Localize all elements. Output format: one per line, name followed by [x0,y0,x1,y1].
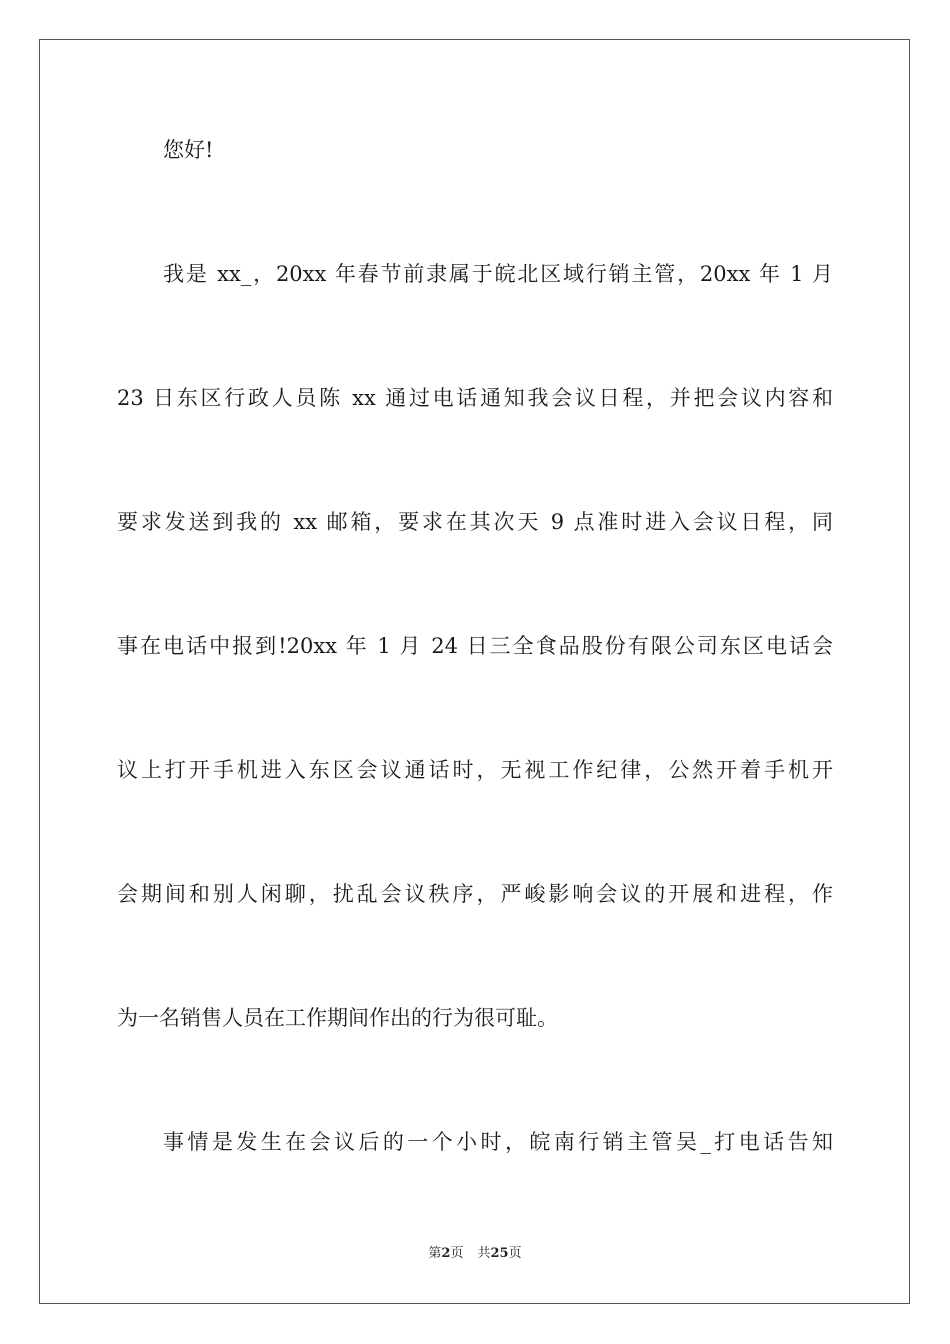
page-footer [0,1246,950,1262]
page-unit: 页 [450,1246,464,1261]
paragraph-1-line-7: 为一名销售人员在工作期间作出的行为很可耻。 [117,1006,558,1030]
paragraph-1-line-6: 会期间和别人闲聊，扰乱会议秩序，严峻影响会议的开展和进程，作 [117,882,833,906]
total-pages: 25 [490,1246,509,1261]
paragraph-1-line-3: 要求发送到我的 xx 邮箱，要求在其次天 9 点准时进入会议日程，同 [117,510,833,534]
greeting-line: 您好! [163,138,214,162]
paragraph-1-line-5: 议上打开手机进入东区会议通话时，无视工作纪律，公然开着手机开 [117,758,833,782]
paragraph-1-line-1: 我是 xx_，20xx 年春节前隶属于皖北区域行销主管，20xx 年 1 月 [163,262,833,286]
page-prefix: 第 [428,1246,442,1261]
total-unit: 页 [508,1246,522,1261]
page-current: 2 [441,1246,451,1261]
paragraph-1-line-2: 23 日东区行政人员陈 xx 通过电话通知我会议日程，并把会议内容和 [117,386,833,410]
page-border [39,39,910,1304]
total-prefix: 共 [477,1246,491,1261]
paragraph-1-line-4: 事在电话中报到!20xx 年 1 月 24 日三全食品股份有限公司东区电话会 [117,634,833,658]
paragraph-2-line-1: 事情是发生在会议后的一个小时，皖南行销主管吴_打电话告知 [163,1130,833,1154]
